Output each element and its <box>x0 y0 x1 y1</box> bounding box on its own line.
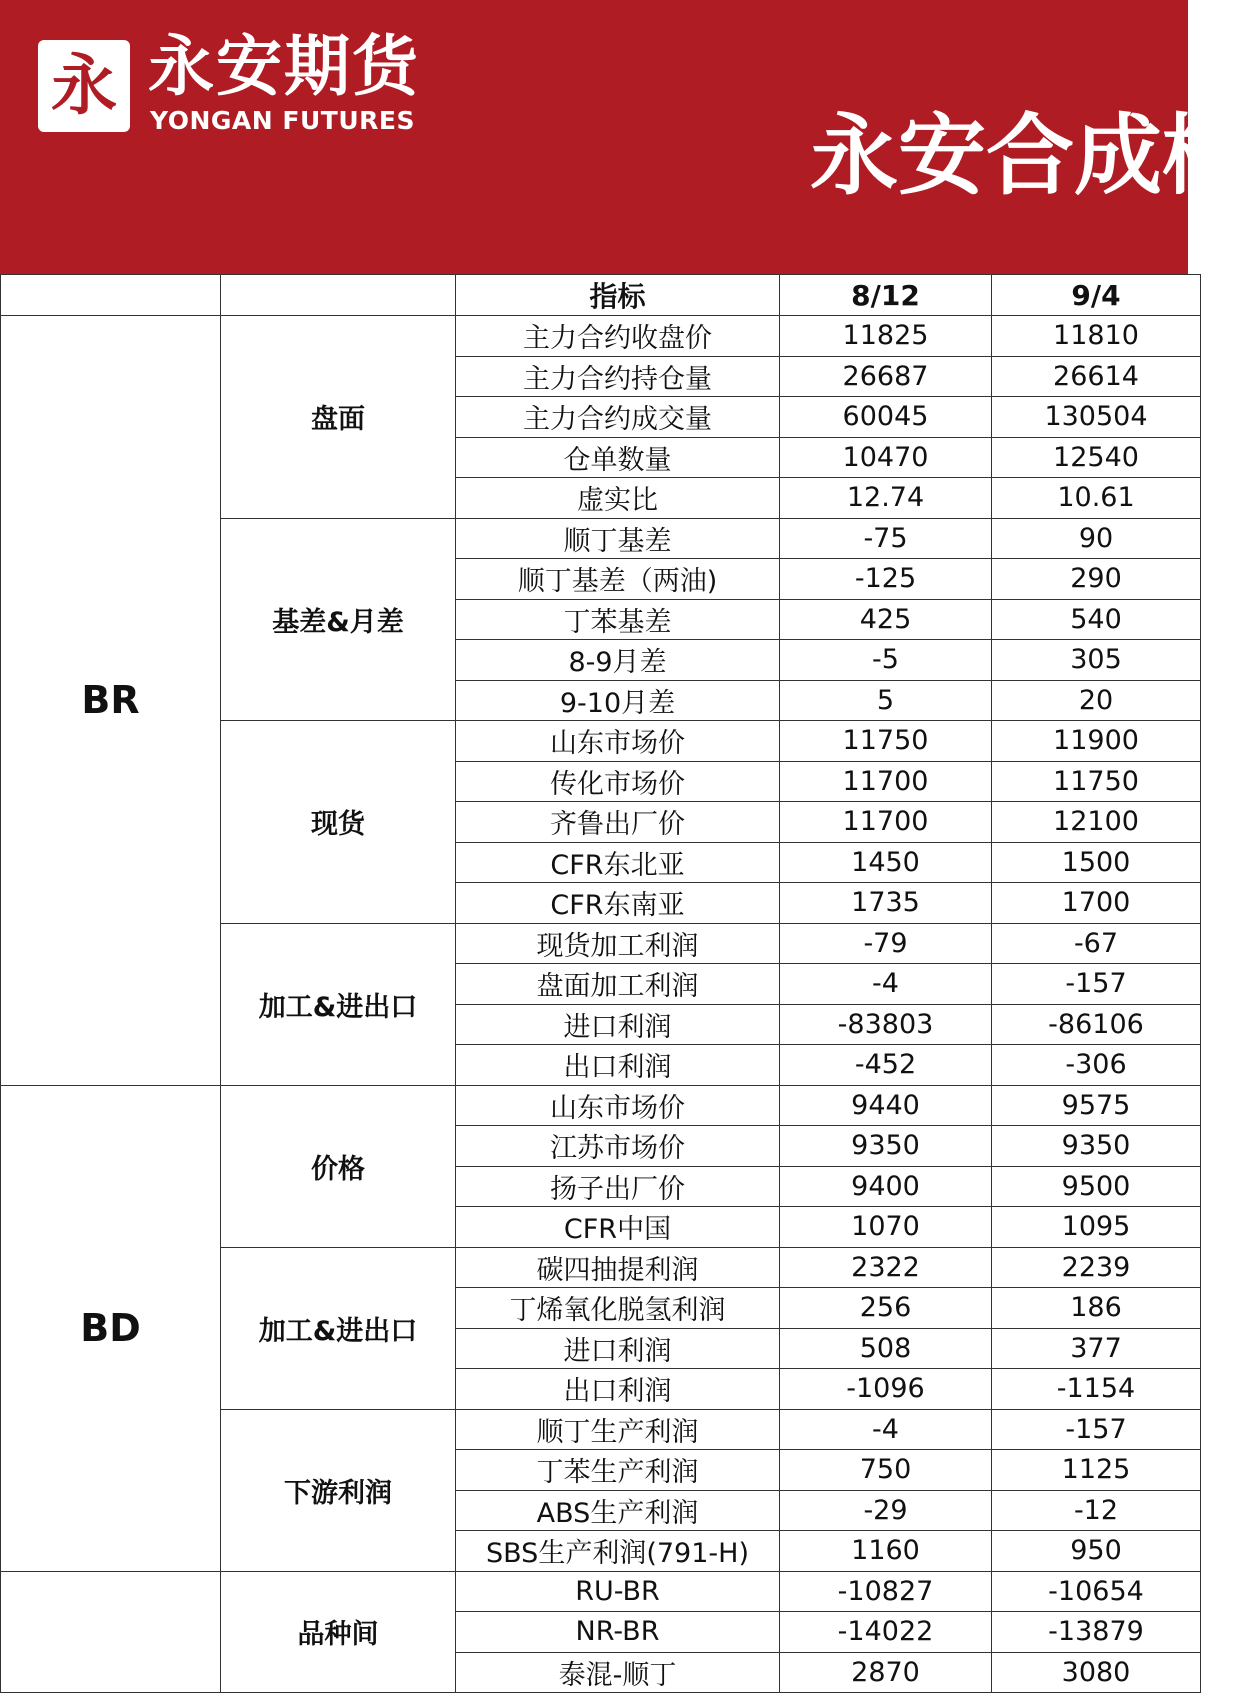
table-row <box>1 1571 1201 1612</box>
value-cell-date-1: 256 <box>780 1288 992 1329</box>
indicator-cell: 仓单数量 <box>456 437 780 478</box>
indicator-cell: 泰混-顺丁 <box>456 1652 780 1693</box>
value-cell-date-2: 10.61 <box>992 478 1201 519</box>
indicator-cell: 丁烯氧化脱氢利润 <box>456 1288 780 1329</box>
report-header <box>0 0 1250 274</box>
indicator-cell: 盘面加工利润 <box>456 964 780 1005</box>
value-cell-date-2: -157 <box>992 964 1201 1005</box>
value-cell-date-2: 1500 <box>992 842 1201 883</box>
indicator-cell: 虚实比 <box>456 478 780 519</box>
table-row <box>1 1085 1201 1126</box>
value-cell-date-2: -10654 <box>992 1571 1201 1612</box>
value-cell-date-2: 20 <box>992 680 1201 721</box>
value-cell-date-1: 10470 <box>780 437 992 478</box>
indicator-cell: 扬子出厂价 <box>456 1166 780 1207</box>
value-cell-date-1: 750 <box>780 1450 992 1491</box>
value-cell-date-1: -4 <box>780 1409 992 1450</box>
value-cell-date-1: -10827 <box>780 1571 992 1612</box>
value-cell-date-1: 9440 <box>780 1085 992 1126</box>
indicator-cell: 江苏市场价 <box>456 1126 780 1167</box>
value-cell-date-2: 377 <box>992 1328 1201 1369</box>
value-cell-date-1: -1096 <box>780 1369 992 1410</box>
value-cell-date-1: -83803 <box>780 1004 992 1045</box>
indicator-table <box>0 274 1201 1693</box>
value-cell-date-2: 290 <box>992 559 1201 600</box>
indicator-cell: 丁苯基差 <box>456 599 780 640</box>
value-cell-date-2: -67 <box>992 923 1201 964</box>
value-cell-date-2: 9500 <box>992 1166 1201 1207</box>
indicator-cell: 主力合约收盘价 <box>456 316 780 357</box>
group-label: BD <box>1 1085 221 1571</box>
indicator-cell: 9-10月差 <box>456 680 780 721</box>
indicator-cell: 主力合约持仓量 <box>456 356 780 397</box>
value-cell-date-2: 11810 <box>992 316 1201 357</box>
indicator-cell: 出口利润 <box>456 1369 780 1410</box>
value-cell-date-2: 2239 <box>992 1247 1201 1288</box>
indicator-cell: 顺丁生产利润 <box>456 1409 780 1450</box>
value-cell-date-2: 11750 <box>992 761 1201 802</box>
value-cell-date-1: 2322 <box>780 1247 992 1288</box>
indicator-cell: 顺丁基差（两油) <box>456 559 780 600</box>
value-cell-date-1: 508 <box>780 1328 992 1369</box>
value-cell-date-1: 9350 <box>780 1126 992 1167</box>
value-cell-date-1: 1735 <box>780 883 992 924</box>
value-cell-date-1: 11825 <box>780 316 992 357</box>
subgroup-label: 加工&进出口 <box>221 1247 456 1409</box>
subgroup-label: 基差&月差 <box>221 518 456 721</box>
value-cell-date-1: 425 <box>780 599 992 640</box>
header-indicator: 指标 <box>456 275 780 316</box>
value-cell-date-1: 11750 <box>780 721 992 762</box>
indicator-cell: 顺丁基差 <box>456 518 780 559</box>
value-cell-date-1: -29 <box>780 1490 992 1531</box>
indicator-cell: 出口利润 <box>456 1045 780 1086</box>
value-cell-date-1: -125 <box>780 559 992 600</box>
value-cell-date-1: 1070 <box>780 1207 992 1248</box>
group-label <box>1 1571 221 1693</box>
value-cell-date-1: -14022 <box>780 1612 992 1653</box>
brand-name-cn: 永安期货 <box>148 28 420 105</box>
value-cell-date-1: 2870 <box>780 1652 992 1693</box>
value-cell-date-2: -86106 <box>992 1004 1201 1045</box>
report-title: 永安合成橡 <box>810 104 1250 207</box>
table-body <box>1 316 1201 1693</box>
header-group <box>1 275 221 316</box>
indicator-cell: 山东市场价 <box>456 1085 780 1126</box>
value-cell-date-2: -1154 <box>992 1369 1201 1410</box>
value-cell-date-2: 12100 <box>992 802 1201 843</box>
indicator-cell: 丁苯生产利润 <box>456 1450 780 1491</box>
value-cell-date-1: 12.74 <box>780 478 992 519</box>
value-cell-date-1: 1160 <box>780 1531 992 1572</box>
indicator-cell: CFR东南亚 <box>456 883 780 924</box>
value-cell-date-2: 11900 <box>992 721 1201 762</box>
indicator-cell: 现货加工利润 <box>456 923 780 964</box>
value-cell-date-1: -5 <box>780 640 992 681</box>
value-cell-date-2: 9575 <box>992 1085 1201 1126</box>
indicator-cell: 传化市场价 <box>456 761 780 802</box>
value-cell-date-2: -306 <box>992 1045 1201 1086</box>
indicator-cell: 主力合约成交量 <box>456 397 780 438</box>
value-cell-date-2: 12540 <box>992 437 1201 478</box>
header-date-1: 8/12 <box>780 275 992 316</box>
value-cell-date-2: 186 <box>992 1288 1201 1329</box>
value-cell-date-2: 90 <box>992 518 1201 559</box>
value-cell-date-1: 5 <box>780 680 992 721</box>
indicator-cell: 进口利润 <box>456 1004 780 1045</box>
value-cell-date-2: -12 <box>992 1490 1201 1531</box>
value-cell-date-2: 950 <box>992 1531 1201 1572</box>
table-header-row <box>1 275 1201 316</box>
indicator-cell: 山东市场价 <box>456 721 780 762</box>
indicator-cell: 碳四抽提利润 <box>456 1247 780 1288</box>
value-cell-date-2: 130504 <box>992 397 1201 438</box>
value-cell-date-1: -79 <box>780 923 992 964</box>
indicator-cell: CFR东北亚 <box>456 842 780 883</box>
value-cell-date-1: 11700 <box>780 802 992 843</box>
indicator-cell: 8-9月差 <box>456 640 780 681</box>
indicator-cell: 齐鲁出厂价 <box>456 802 780 843</box>
value-cell-date-1: -452 <box>780 1045 992 1086</box>
value-cell-date-2: 9350 <box>992 1126 1201 1167</box>
value-cell-date-2: 305 <box>992 640 1201 681</box>
header-date-2: 9/4 <box>992 275 1201 316</box>
value-cell-date-2: 1125 <box>992 1450 1201 1491</box>
indicator-cell: 进口利润 <box>456 1328 780 1369</box>
subgroup-label: 下游利润 <box>221 1409 456 1571</box>
value-cell-date-1: -75 <box>780 518 992 559</box>
indicator-cell: RU-BR <box>456 1571 780 1612</box>
value-cell-date-2: 3080 <box>992 1652 1201 1693</box>
indicator-cell: SBS生产利润(791-H) <box>456 1531 780 1572</box>
value-cell-date-1: 9400 <box>780 1166 992 1207</box>
table-row <box>1 316 1201 357</box>
value-cell-date-1: -4 <box>780 964 992 1005</box>
indicator-cell: CFR中国 <box>456 1207 780 1248</box>
logo-glyph: 永 <box>51 47 117 124</box>
value-cell-date-1: 1450 <box>780 842 992 883</box>
header-subgroup <box>221 275 456 316</box>
value-cell-date-2: -13879 <box>992 1612 1201 1653</box>
value-cell-date-2: -157 <box>992 1409 1201 1450</box>
subgroup-label: 盘面 <box>221 316 456 519</box>
value-cell-date-1: 60045 <box>780 397 992 438</box>
value-cell-date-1: 11700 <box>780 761 992 802</box>
subgroup-label: 现货 <box>221 721 456 924</box>
value-cell-date-1: 26687 <box>780 356 992 397</box>
value-cell-date-2: 26614 <box>992 356 1201 397</box>
subgroup-label: 价格 <box>221 1085 456 1247</box>
indicator-cell: ABS生产利润 <box>456 1490 780 1531</box>
indicator-cell: NR-BR <box>456 1612 780 1653</box>
value-cell-date-2: 540 <box>992 599 1201 640</box>
value-cell-date-2: 1700 <box>992 883 1201 924</box>
value-cell-date-2: 1095 <box>992 1207 1201 1248</box>
group-label: BR <box>1 316 221 1086</box>
subgroup-label: 品种间 <box>221 1571 456 1693</box>
brand-name-en: YONGAN FUTURES <box>150 106 415 135</box>
subgroup-label: 加工&进出口 <box>221 923 456 1085</box>
yongan-logo-icon <box>38 40 130 132</box>
